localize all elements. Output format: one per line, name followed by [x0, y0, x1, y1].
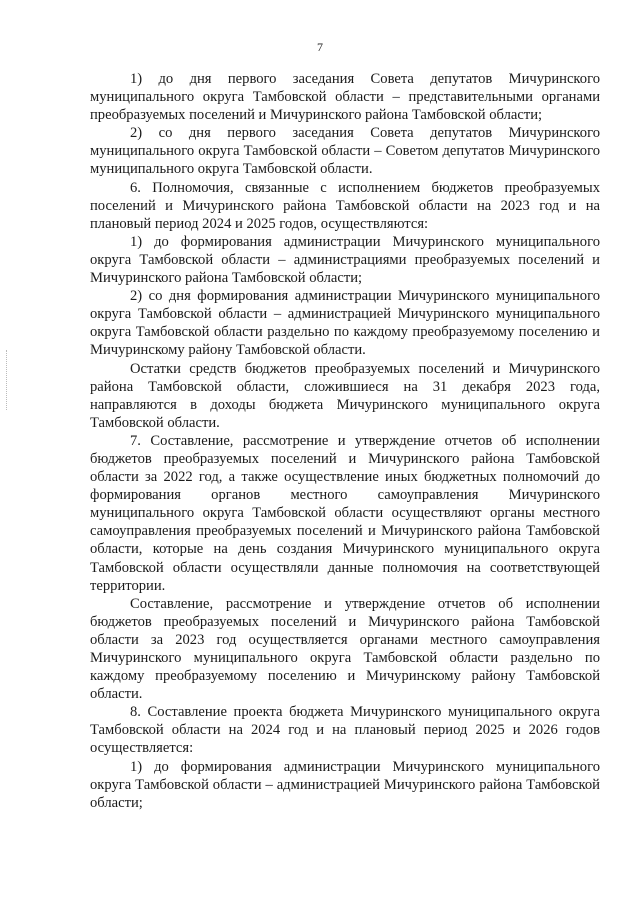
- document-body: [90, 70, 600, 812]
- paragraph-4: 1) до формирования администрации Мичуринского муниципального округа Тамбовской области – администрациями преобразуемых поселений и Мичуринского района Тамбовской области;: [90, 233, 600, 287]
- paragraph-1: 1) до дня первого заседания Совета депутатов Мичуринского муниципального округа Тамбовской области – представительными органами преобразуемых поселений и Мичуринского района Тамбовской области;: [90, 71, 600, 124]
- margin-mark: [6, 350, 9, 410]
- paragraph-8: Составление, рассмотрение и утверждение отчетов об исполнении бюджетов преобразуемых поселений и Мичуринского района Тамбовской области за 2023 год осуществляется органами местного самоуправления Мичуринского муниципального округа Тамбовской области раздельно по каждому преобразуемому поселению и Мичуринскому району Тамбовской области.: [90, 595, 600, 703]
- paragraph-7: 7. Составление, рассмотрение и утверждение отчетов об исполнении бюджетов преобразуемых поселений и Мичуринского района Тамбовской области за 2022 год, а также осуществление иных бюджетных полномочий до формирования органов местного самоуправления Мичуринского муниципального округа Тамбовской области осуществляют органы местного самоуправления преобразуемых поселений и Мичуринского района Тамбовской области, которые на день создания Мичуринского муниципального округа Тамбовской области осуществляли данные полномочия на соответствующей территории.: [90, 432, 600, 594]
- paragraph-3: 6. Полномочия, связанные с исполнением бюджетов преобразуемых поселений и Мичуринского района Тамбовской области на 2023 год и на плановый период 2024 и 2025 годов, осуществляются:: [90, 179, 600, 232]
- page-number: 7: [317, 40, 323, 54]
- paragraph-5: 2) со дня формирования администрации Мичуринского муниципального округа Тамбовской области – администрацией Мичуринского муниципального округа Тамбовской области раздельно по каждому преобразуемому поселению и Мичуринскому району Тамбовской области.: [90, 288, 600, 359]
- paragraph-6: Остатки средств бюджетов преобразуемых поселений и Мичуринского района Тамбовской области, сложившиеся на 31 декабря 2023 года, направляются в доходы бюджета Мичуринского муниципального округа Тамбовской области.: [90, 360, 600, 431]
- paragraph-2: 2) со дня первого заседания Совета депутатов Мичуринского муниципального округа Тамбовской области – Советом депутатов Мичуринского муниципального округа Тамбовской области.: [90, 125, 600, 178]
- paragraph-9: 8. Составление проекта бюджета Мичуринского муниципального округа Тамбовской области на 2024 год и на плановый период 2025 и 2026 годов осуществляется:: [90, 704, 600, 757]
- paragraph-10: 1) до формирования администрации Мичуринского муниципального округа Тамбовской области – администрацией Мичуринского района Тамбовской области;: [90, 758, 600, 811]
